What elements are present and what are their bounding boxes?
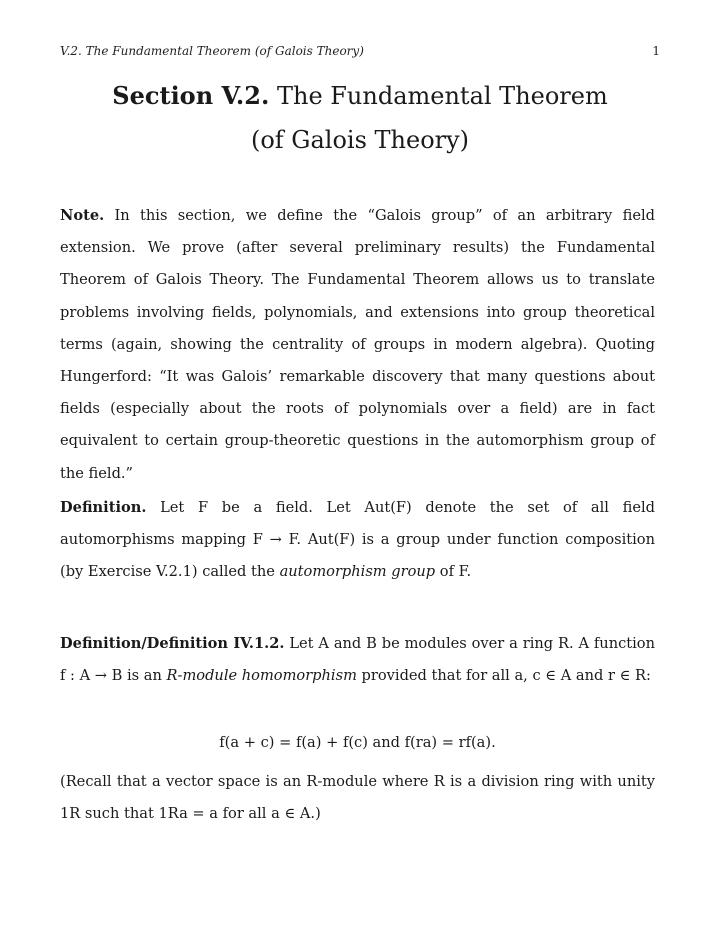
note-text: In this section, we define the “Galois group” of an arbitrary field extension. We prove (after several preliminary results) the Fundamental Theorem of Galois Theory. The Fundamental Theorem allows us to translate problems involving fields, polynomials, and extensions into group theoretical terms (again, showing the centrality of groups in modern algebra). Quoting Hungerford: “It was Galois’ remarkable discovery that many questions about fields (especially about the roots of polynomials over a field) are in fact equivalent to certain group-theoretic questions in the automorphism group of the field.” (60, 207, 655, 482)
definition-automorphism-group (60, 492, 655, 589)
section-title-text: The Fundamental Theorem (269, 82, 608, 110)
definition2-emph: R-module homomorphism (166, 667, 357, 685)
definition2-text-after: provided that for all a, c ∈ A and r ∈ R: (356, 667, 651, 685)
note-paragraph (60, 200, 655, 490)
page-number: 1 (652, 44, 660, 58)
definition2-text-before: Let A and B be modules over a ring R. A function f : A → B is an (60, 635, 655, 685)
definition-text-after: of F. (435, 563, 472, 581)
recall-paragraph: (Recall that a vector space is an R-module where R is a division ring with unity 1R such that 1Ra = a for all a ∈ A.) (60, 773, 655, 823)
running-head (60, 44, 660, 58)
definition-module-homomorphism (60, 628, 655, 692)
definition-label: Definition. (60, 499, 147, 516)
title-line-1 (0, 78, 720, 114)
section-number: Section V.2. (112, 81, 270, 110)
title-line-2: (of Galois Theory) (250, 126, 470, 154)
running-head-title: V.2. The Fundamental Theorem (of Galois Theory) (60, 44, 364, 58)
section-title (0, 78, 720, 158)
definition-text-before: Let F be a field. Let Aut(F) denote the set of all field automorphisms mapping F → F. Aut(F) is a group under function composition (by Exercise V.2.1) called the (60, 499, 655, 581)
homomorphism-equation: f(a + c) = f(a) + f(c) and f(ra) = rf(a). (219, 734, 496, 751)
definition-emph: automorphism group (279, 563, 436, 581)
note-label: Note. (60, 207, 105, 224)
definition2-label: Definition/Definition IV.1.2. (60, 635, 285, 652)
